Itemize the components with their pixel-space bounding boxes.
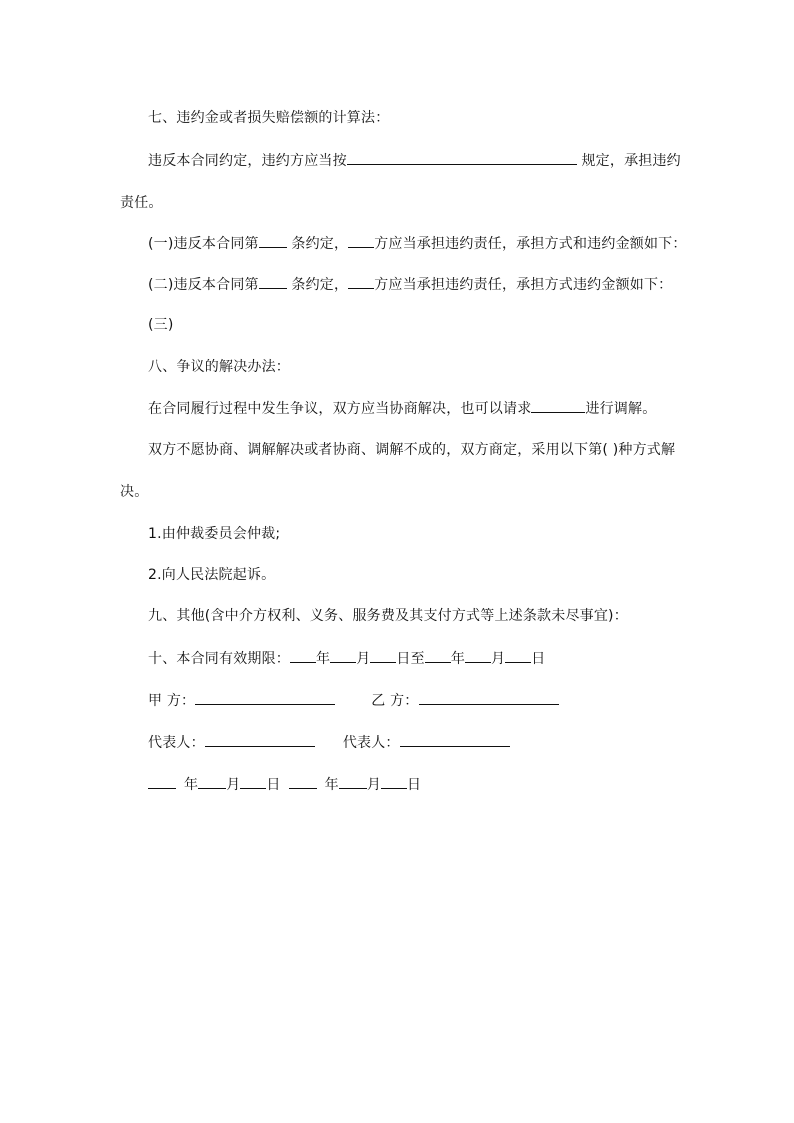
dispute-option-1: 1.由仲裁委员会仲裁; — [148, 526, 281, 542]
item1-article-blank[interactable] — [259, 233, 287, 248]
end-year-blank[interactable] — [425, 648, 451, 663]
section-8-heading: 八、争议的解决办法： — [148, 359, 290, 375]
section-10-validity: 十、本合同有效期限： 年 月 日至 年 月 日 — [148, 648, 545, 669]
breach-item-1: (一)违反本合同第 条约定， 方应当承担违约责任，承担方式和违约金额如下： — [148, 233, 687, 254]
sign-b-day-blank[interactable] — [381, 774, 407, 789]
signature-dates: 年 月 日 年 月 日 — [148, 774, 421, 795]
dispute-choice-continuation: 决。 — [120, 484, 149, 500]
party-a-blank[interactable] — [195, 690, 335, 705]
rep-b-blank[interactable] — [400, 732, 510, 747]
signature-parties: 甲 方： 乙 方： — [148, 690, 559, 711]
breach-clause-continuation: 责任。 — [120, 195, 163, 211]
sign-b-year-blank[interactable] — [289, 774, 317, 789]
start-year-blank[interactable] — [290, 648, 316, 663]
breach-clause: 违反本合同约定，违约方应当按 规定，承担违约 — [148, 150, 681, 171]
sign-b-month-blank[interactable] — [339, 774, 367, 789]
dispute-choice-clause: 双方不愿协商、调解解决或者协商、调解不成的，双方商定，采用以下第( )种方式解 — [148, 442, 676, 458]
sign-a-day-blank[interactable] — [240, 774, 266, 789]
mediator-blank[interactable] — [531, 398, 585, 413]
item2-article-blank[interactable] — [259, 274, 287, 289]
section-7-heading: 七、违约金或者损失赔偿额的计算法： — [148, 110, 390, 126]
mediation-clause: 在合同履行过程中发生争议，双方应当协商解决，也可以请求 进行调解。 — [148, 398, 656, 419]
start-month-blank[interactable] — [330, 648, 356, 663]
end-month-blank[interactable] — [465, 648, 491, 663]
item1-party-blank[interactable] — [348, 233, 374, 248]
item2-party-blank[interactable] — [348, 274, 374, 289]
party-b-blank[interactable] — [419, 690, 559, 705]
signature-representatives: 代表人： 代表人： — [148, 732, 510, 753]
breach-basis-blank[interactable] — [347, 150, 577, 165]
breach-item-3: (三) — [148, 317, 174, 333]
sign-a-year-blank[interactable] — [148, 774, 176, 789]
rep-a-blank[interactable] — [205, 732, 315, 747]
breach-item-2: (二)违反本合同第 条约定， 方应当承担违约责任，承担方式违约金额如下： — [148, 274, 672, 295]
section-9-heading: 九、其他(含中介方权利、义务、服务费及其支付方式等上述条款未尽事宜)： — [148, 608, 628, 624]
end-day-blank[interactable] — [505, 648, 531, 663]
sign-a-month-blank[interactable] — [198, 774, 226, 789]
dispute-option-2: 2.向人民法院起诉。 — [148, 567, 276, 583]
start-day-blank[interactable] — [370, 648, 396, 663]
